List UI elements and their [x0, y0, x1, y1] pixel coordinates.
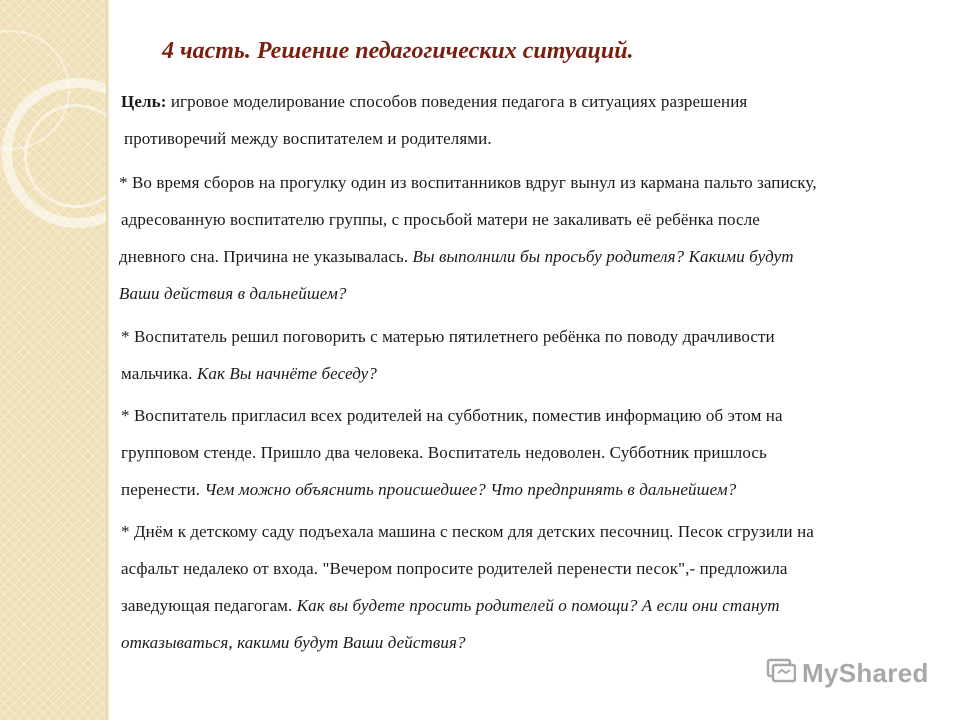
situation-line: * Воспитатель решил поговорить с матерью пятилетнего ребёнка по поводу драчливости — [121, 327, 775, 346]
situation-3 — [121, 397, 783, 508]
situation-1 — [119, 164, 817, 312]
goal-label: Цель: — [121, 92, 167, 111]
situation-question: Как вы будете просить родителей о помощи? А если они станут — [296, 596, 780, 615]
situation-question: Ваши действия в дальнейшем? — [119, 284, 347, 303]
situation-line — [121, 355, 775, 392]
situation-4 — [121, 513, 814, 661]
mortarboard-icon — [766, 656, 796, 691]
situation-line: адресованную воспитателю группы, с просьбой матери не закаливать её ребёнка после — [121, 210, 760, 229]
situation-question: Чем можно объяснить происшедшее? Что предпринять в дальнейшем? — [204, 480, 737, 499]
goal-paragraph — [121, 83, 747, 157]
situation-line — [121, 587, 814, 624]
goal-text: игровое моделирование способов поведения педагога в ситуациях разрешения — [166, 92, 748, 111]
slide-title: 4 часть. Решение педагогических ситуаций. — [162, 38, 634, 64]
situation-line: асфальт недалеко от входа. "Вечером попросите родителей перенести песок",- предложила — [121, 559, 788, 578]
situation-2 — [121, 318, 775, 392]
sidebar-edge — [106, 0, 109, 720]
situation-line: * Воспитатель пригласил всех родителей на субботник, поместив информацию об этом на — [121, 406, 783, 425]
situation-text: мальчика. — [121, 364, 197, 383]
goal-line — [121, 83, 747, 120]
situation-question: отказываться, какими будут Ваши действия? — [121, 633, 466, 652]
myshared-logo[interactable] — [766, 655, 929, 691]
logo-text: MyShared — [802, 657, 929, 688]
situation-line: * Во время сборов на прогулку один из воспитанников вдруг вынул из кармана пальто записку, — [119, 173, 817, 192]
situation-question: Как Вы начнёте беседу? — [196, 364, 377, 383]
situation-text: дневного сна. Причина не указывалась. — [119, 247, 413, 266]
goal-line: противоречий между воспитателем и родителями. — [124, 129, 492, 148]
situation-text: заведующая педагогам. — [121, 596, 297, 615]
situation-line — [121, 471, 783, 508]
situation-text: перенести. — [121, 480, 205, 499]
situation-question: Вы выполнили бы просьбу родителя? Какими будут — [412, 247, 794, 266]
situation-line: * Днём к детскому саду подъехала машина с песком для детских песочниц. Песок сгрузили на — [121, 522, 814, 541]
situation-line — [119, 238, 817, 275]
decorative-sidebar — [0, 0, 107, 720]
situation-line: групповом стенде. Пришло два человека. Воспитатель недоволен. Субботник пришлось — [121, 443, 767, 462]
